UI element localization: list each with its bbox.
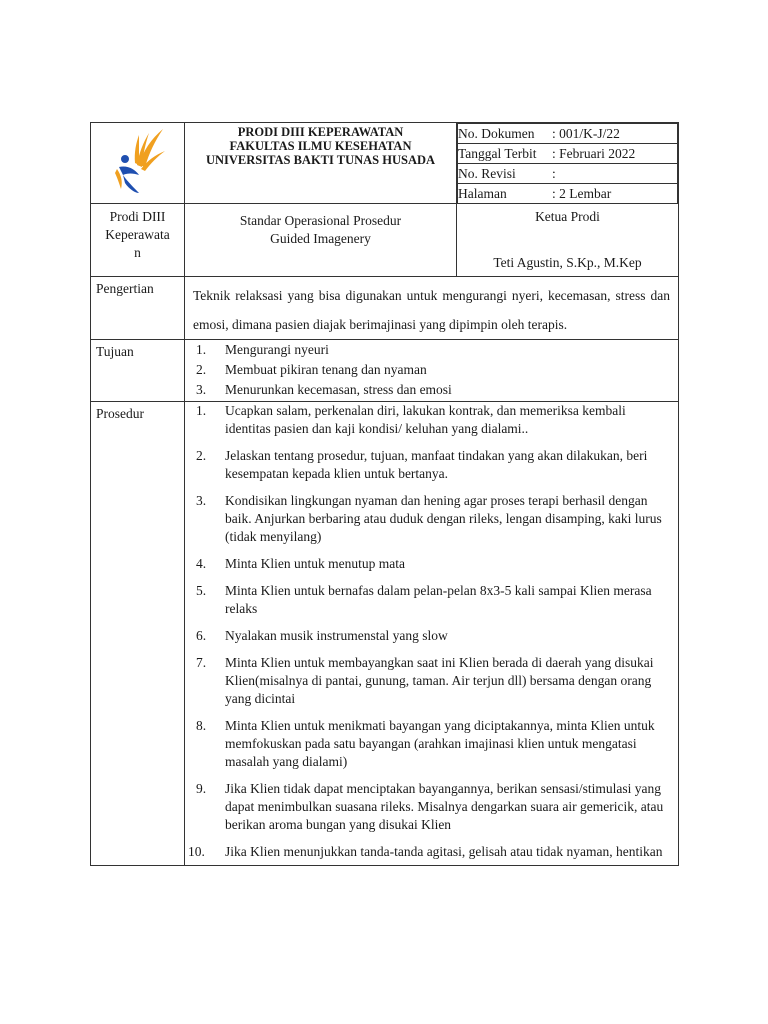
university-logo: [109, 125, 167, 197]
list-item-text: Jika Klien tidak dapat menciptakan bayangannya, berikan sensasi/stimulasi yang dapat menimbulkan suasana rileks. Misalnya dengarkan suara air gemericik, atau berikan aroma bungan yang disukai Klien: [225, 781, 664, 832]
sop-title-line: Guided Imagenery: [270, 231, 371, 246]
list-item-text: Minta Klien untuk bernafas dalam pelan-pelan 8x3-5 kali sampai Klien merasa relaks: [225, 583, 652, 616]
sop-document: [90, 122, 678, 866]
logo-cell: [91, 123, 185, 204]
logo-wing-icon: [134, 129, 164, 171]
meta-row: [458, 124, 678, 144]
tujuan-row: [91, 340, 679, 402]
list-item-text: Mengurangi nyeuri: [225, 342, 329, 357]
meta-value: : 2 Lembar: [552, 186, 612, 201]
list-item: [185, 361, 668, 379]
section-label: Tujuan: [91, 340, 185, 402]
list-item-number: 7.: [196, 655, 207, 670]
approver-role: Ketua Prodi: [535, 209, 600, 224]
title-row: [91, 204, 679, 277]
list-item: [185, 654, 668, 708]
list-item: [185, 843, 668, 861]
list-item-number: 8.: [196, 718, 207, 733]
list-item-text: Nyalakan musik instrumenstal yang slow: [225, 628, 448, 643]
unit-line: Prodi DIII: [109, 209, 166, 224]
list-item-text: Ucapkan salam, perkenalan diri, lakukan kontrak, dan memeriksa kembali identitas pasien dan kaji kondisi/ keluhan yang dialami..: [225, 403, 626, 436]
list-item: [185, 381, 668, 399]
list-item-number: 6.: [196, 628, 207, 643]
unit-name: [91, 204, 185, 277]
unit-line: n: [134, 245, 141, 260]
list-item-text: Minta Klien untuk menikmati bayangan yang diciptakannya, minta Klien untuk memfokuskan pada satu bayangan (arahkan imajinasi klien untuk mengatasi masalah yang dialami): [225, 718, 655, 769]
list-item-number: 3.: [196, 493, 207, 508]
meta-value: :: [552, 166, 556, 181]
list-item: [185, 717, 668, 771]
meta-value: : 001/K-J/22: [552, 126, 620, 141]
list-item-text: Minta Klien untuk menutup mata: [225, 556, 405, 571]
prosedur-row: [91, 402, 679, 866]
list-item-number: 4.: [196, 556, 207, 571]
list-item-text: Menurunkan kecemasan, stress dan emosi: [225, 382, 452, 397]
list-item-number: 9.: [196, 781, 207, 796]
list-item-number: 5.: [196, 583, 207, 598]
list-item-number: 2.: [196, 362, 207, 377]
sop-title: [185, 204, 457, 277]
prosedur-list-cell: [185, 402, 679, 866]
document-meta: [457, 123, 679, 204]
list-item-number: 10.: [188, 844, 205, 859]
institution-line: FAKULTAS ILMU KESEHATAN: [229, 139, 412, 153]
list-item-number: 1.: [196, 403, 207, 418]
list-item-text: Membuat pikiran tenang dan nyaman: [225, 362, 427, 377]
sop-title-line: Standar Operasional Prosedur: [239, 213, 402, 228]
section-label: Prosedur: [91, 402, 185, 866]
tujuan-list-cell: [185, 340, 679, 402]
list-item: [185, 402, 668, 438]
section-label: Pengertian: [91, 277, 185, 340]
list-item: [185, 582, 668, 618]
list-item: [185, 447, 668, 483]
unit-line: Keperawata: [105, 227, 170, 242]
list-item: [185, 555, 668, 573]
institution-line: PRODI DIII KEPERAWATAN: [237, 125, 404, 139]
meta-key: No. Revisi: [458, 166, 516, 181]
list-item-text: Jelaskan tentang prosedur, tujuan, manfaat tindakan yang akan dilakukan, beri kesempatan kepada klien untuk bertanya.: [225, 448, 648, 481]
pengertian-row: [91, 277, 679, 340]
tujuan-list: [185, 341, 678, 399]
list-item: [185, 627, 668, 645]
list-item: [185, 492, 668, 546]
institution-line: UNIVERSITAS BAKTI TUNAS HUSADA: [205, 153, 436, 167]
header-row: [91, 123, 679, 204]
list-item: [185, 341, 668, 359]
list-item: [185, 780, 668, 834]
meta-row: [458, 164, 678, 184]
meta-row: [458, 184, 678, 204]
meta-key: Tanggal Terbit: [458, 146, 537, 161]
approval: [457, 204, 679, 277]
list-item-text: Minta Klien untuk membayangkan saat ini Klien berada di daerah yang disukai Klien(misalnya di pantai, gunung, taman. Air terjun dll) bersama dengan orang yang dicintai: [225, 655, 654, 706]
list-item-text: Jika Klien menunjukkan tanda-tanda agitasi, gelisah atau tidak nyaman, hentikan: [225, 844, 663, 859]
sop-table: [90, 122, 679, 866]
prosedur-list: [185, 402, 678, 861]
meta-value: : Februari 2022: [552, 146, 636, 161]
list-item-number: 2.: [196, 448, 207, 463]
pengertian-text: Teknik relaksasi yang bisa digunakan untuk mengurangi nyeri, kecemasan, stress dan emosi, dimana pasien diajak berimajinasi yang dipimpin oleh terapis.: [185, 277, 679, 340]
list-item-number: 1.: [196, 342, 207, 357]
institution-name: [185, 123, 457, 204]
list-item-text: Kondisikan lingkungan nyaman dan hening agar proses terapi berhasil dengan baik. Anjurkan berbaring atau duduk dengan rileks, lengan disamping, kaki lurus (tidak menyilang): [225, 493, 662, 544]
list-item-number: 3.: [196, 382, 207, 397]
approver-name: Teti Agustin, S.Kp., M.Kep: [493, 255, 642, 270]
meta-row: [458, 144, 678, 164]
meta-key: Halaman: [458, 186, 507, 201]
meta-key: No. Dokumen: [458, 126, 535, 141]
